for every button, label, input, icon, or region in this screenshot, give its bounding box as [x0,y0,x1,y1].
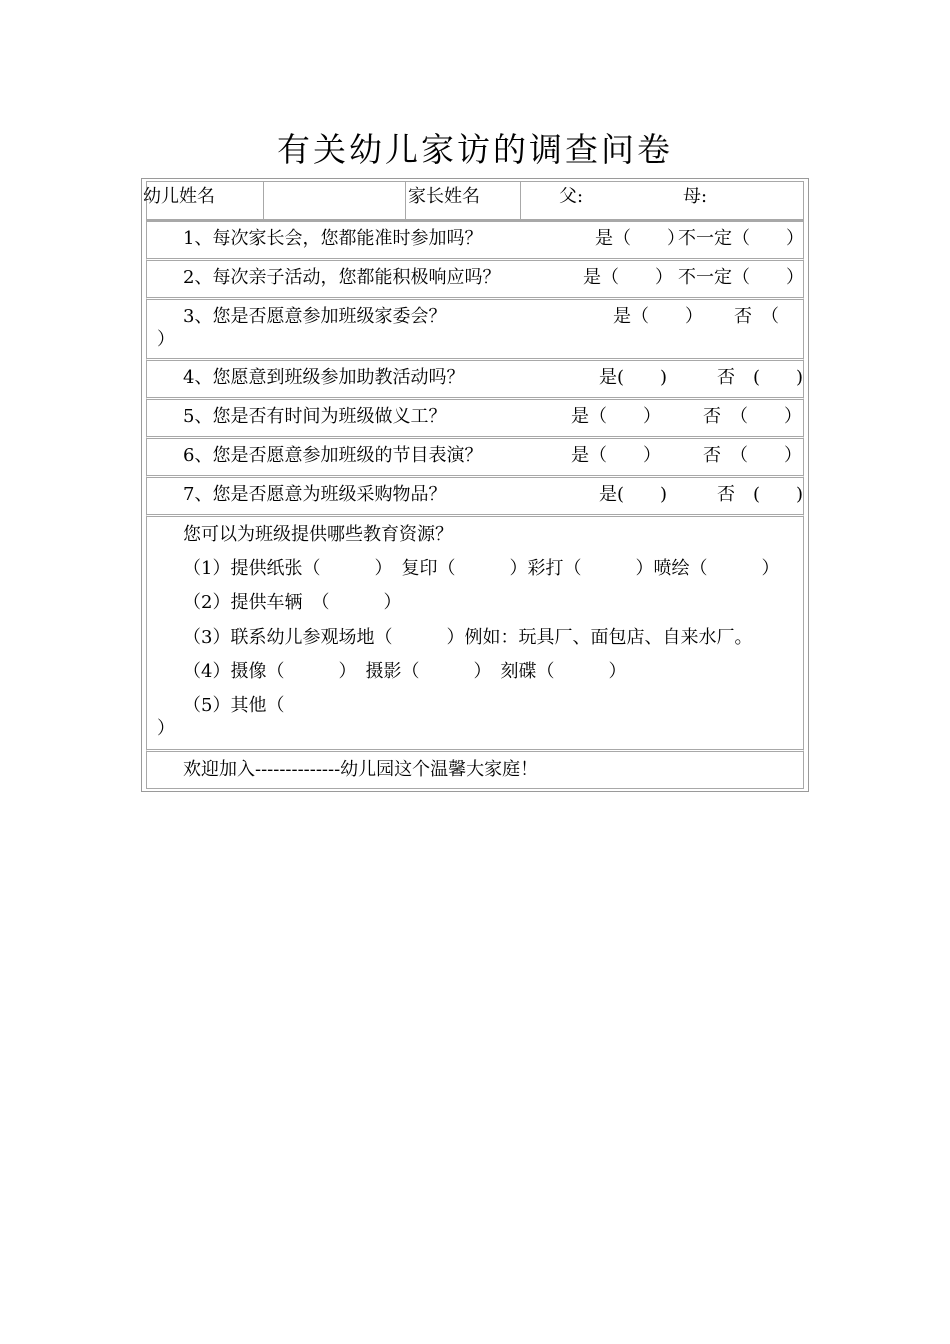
header-row [143,181,804,221]
question-text: 4、您愿意到班级参加助教活动吗？ [183,367,465,388]
option-no[interactable]: 否 （ ） [703,445,802,466]
child-name-label: 幼儿姓名 [143,186,215,207]
option-yes[interactable]: 是（ ） [583,267,673,288]
resource-line-5[interactable]: （5）其他（ [183,695,285,716]
option-yes[interactable]: 是( ) [599,484,668,505]
option-no-wrap: ） [157,329,175,350]
question-row-5 [146,397,804,437]
option-unsure[interactable]: 不一定（ ） [678,267,804,288]
father-label: 父: [559,186,584,207]
parent-name-label: 家长姓名 [408,186,480,207]
option-no[interactable]: 否 （ [734,306,779,327]
parent-name-label-cell [408,182,521,220]
option-no[interactable]: 否 （ ） [703,406,802,427]
question-text: 3、您是否愿意参加班级家委会？ [183,306,447,327]
question-row-4 [146,358,804,398]
resource-line-5-wrap: ） [157,718,175,739]
parent-name-field[interactable] [523,182,803,220]
option-unsure[interactable]: 不一定（ ） [678,228,804,249]
question-text: 2、每次亲子活动，您都能积极响应吗？ [183,267,501,288]
option-yes[interactable]: 是（ ） [571,406,661,427]
footer-text: 欢迎加入--------------幼儿园这个温馨大家庭！ [183,759,539,780]
child-name-field[interactable] [266,182,406,220]
question-text: 1、每次家长会，您都能准时参加吗？ [183,228,483,249]
option-yes[interactable]: 是（ ） [595,228,685,249]
option-no[interactable]: 否 ( ) [717,367,804,388]
resource-line-2[interactable]: （2）提供车辆 （ ） [183,592,402,613]
question-row-7 [146,475,804,515]
question-row-1 [146,219,804,259]
resource-line-3[interactable]: （3）联系幼儿参观场地（ ）例如：玩具厂、面包店、自来水厂。 [183,627,753,648]
option-yes[interactable]: 是（ ） [571,445,661,466]
question-text: 7、您是否愿意为班级采购物品？ [183,484,447,505]
question-text: 5、您是否有时间为班级做义工？ [183,406,447,427]
question-row-6 [146,436,804,476]
option-yes[interactable]: 是( ) [599,367,668,388]
question-row-2 [146,258,804,298]
mother-label: 母: [683,186,708,207]
survey-form [141,178,809,792]
question-row-3 [146,297,804,359]
resource-line-1[interactable]: （1）提供纸张（ ） 复印（ ）彩打（ ）喷绘（ ） [183,558,780,579]
footer-row [146,749,804,789]
option-yes[interactable]: 是（ ） [613,306,703,327]
resources-row [146,514,804,750]
resource-line-4[interactable]: （4）摄像（ ） 摄影（ ） 刻碟（ ） [183,661,627,682]
question-text: 6、您是否愿意参加班级的节目表演？ [183,445,483,466]
resources-prompt: 您可以为班级提供哪些教育资源？ [183,524,453,545]
option-no[interactable]: 否 ( ) [717,484,804,505]
child-name-label-cell [143,182,264,220]
page-title: 有关幼儿家访的调查问卷 [277,130,673,169]
